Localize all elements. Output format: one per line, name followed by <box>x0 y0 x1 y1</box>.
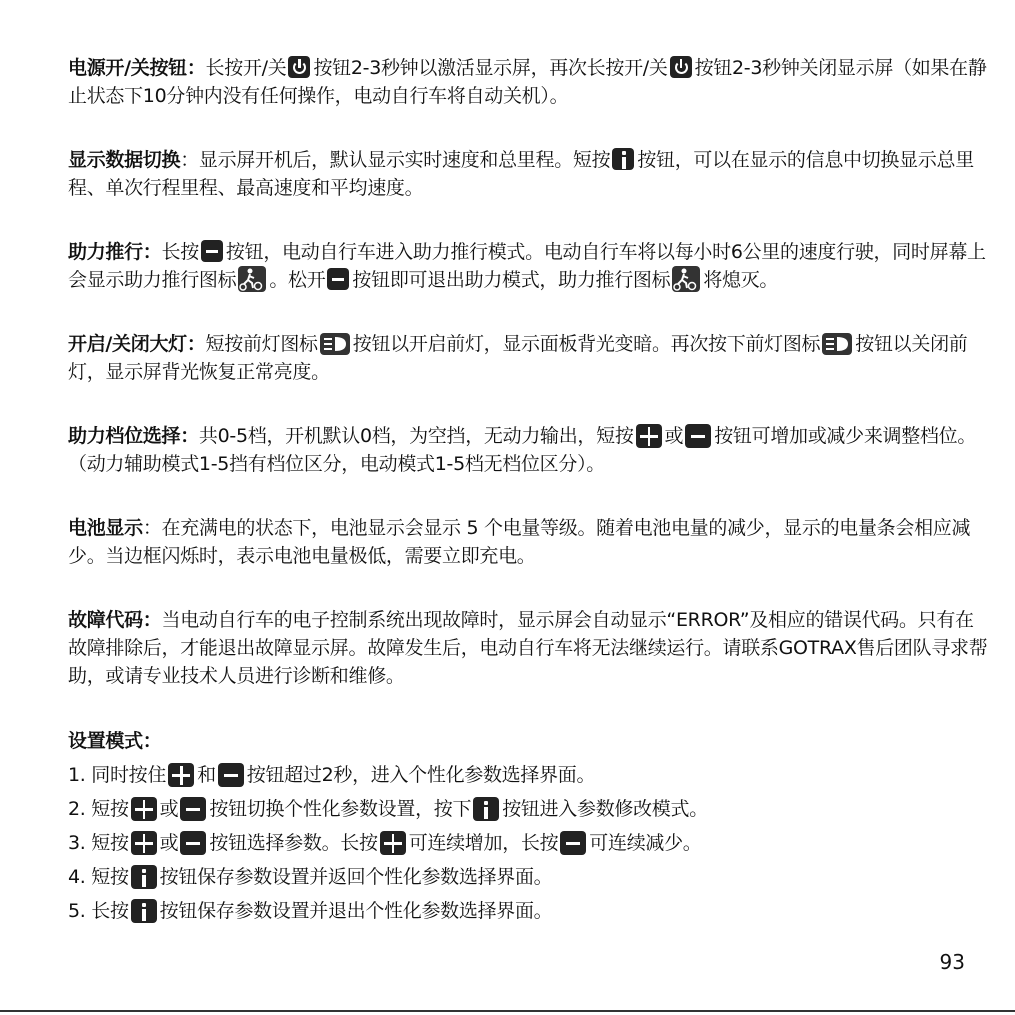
headlight-icon <box>822 333 852 355</box>
power-text-2: 按钮2-3秒钟以激活显示屏，再次长按开/关 <box>313 57 668 79</box>
light-section <box>68 330 988 386</box>
power-icon <box>670 56 692 78</box>
walk-text-5: 将熄灭。 <box>703 269 779 291</box>
step-text: 按钮超过2秒，进入个性化参数选择界面。 <box>246 764 596 786</box>
plus-icon <box>131 831 157 855</box>
info-icon <box>473 797 499 821</box>
display-section <box>68 146 988 202</box>
walk-assist-icon <box>672 266 700 292</box>
plus-icon <box>168 763 194 787</box>
gear-title: 助力档位选择： <box>68 425 199 447</box>
settings-title-text: 设置模式： <box>68 730 162 752</box>
walk-text-4: 按钮即可退出助力模式，助力推行图标 <box>352 269 671 291</box>
step-text: 按钮保存参数设置并返回个性化参数选择界面。 <box>159 866 553 888</box>
page-number: 93 <box>939 950 965 974</box>
walk-assist-icon <box>238 266 266 292</box>
minus-icon <box>180 797 206 821</box>
settings-step-5 <box>68 894 988 928</box>
power-text-1: 长按开/关 <box>205 57 287 79</box>
walk-section <box>68 238 988 294</box>
step-text: 1. 同时按住 <box>68 764 167 786</box>
bottom-rule <box>0 1010 1015 1012</box>
gear-section <box>68 422 988 478</box>
walk-text-2: 按钮，电动自行车进入助力推行模式。电动自行车将以每小时6公里的速度行驶，同时屏幕上会显示助力推行图标 <box>68 241 986 291</box>
settings-step-2 <box>68 792 988 826</box>
settings-step-1 <box>68 758 988 792</box>
power-section <box>68 54 988 110</box>
minus-icon <box>560 831 586 855</box>
step-text: 或 <box>159 798 179 820</box>
error-section <box>68 606 988 690</box>
settings-section <box>68 724 988 928</box>
plus-icon <box>380 831 406 855</box>
step-text: 3. 短按 <box>68 832 129 854</box>
light-title: 开启/关闭大灯： <box>68 333 206 355</box>
info-icon <box>612 148 634 170</box>
step-text: 按钮选择参数。长按 <box>209 832 378 854</box>
walk-text-3: 。松开 <box>269 269 326 291</box>
display-title: 显示数据切换 <box>68 149 181 171</box>
light-text-1: 短按前灯图标 <box>205 333 318 355</box>
battery-section <box>68 514 988 570</box>
step-text: 按钮切换个性化参数设置，按下 <box>209 798 472 820</box>
step-text: 4. 短按 <box>68 866 129 888</box>
display-text-1: ：显示屏开机后，默认显示实时速度和总里程。短按 <box>180 149 611 171</box>
settings-title <box>68 724 988 758</box>
headlight-icon <box>320 333 350 355</box>
info-icon <box>131 899 157 923</box>
manual-page <box>68 54 988 928</box>
walk-text-1: 长按 <box>161 241 199 263</box>
step-text: 和 <box>197 764 216 786</box>
power-icon <box>288 56 310 78</box>
step-text: 按钮保存参数设置并退出个性化参数选择界面。 <box>159 900 553 922</box>
step-text: 可连续减少。 <box>589 832 702 854</box>
power-title: 电源开/关按钮： <box>68 57 206 79</box>
display-text-2: 按钮，可以在显示的信息中切换显示总里程、单次行程里程、最高速度和平均速度。 <box>68 149 974 199</box>
light-text-2: 按钮以开启前灯，显示面板背光变暗。再次按下前灯图标 <box>352 333 821 355</box>
step-text: 可连续增加，长按 <box>408 832 559 854</box>
minus-icon <box>201 240 223 262</box>
step-text: 或 <box>159 832 179 854</box>
plus-icon <box>131 797 157 821</box>
info-icon <box>131 865 157 889</box>
step-text: 5. 长按 <box>68 900 129 922</box>
light-text-3: 按钮以关闭前灯，显示屏背光恢复正常亮度。 <box>68 333 968 383</box>
gear-text-3: 按钮可增加或减少来调整档位。（动力辅助模式1-5挡有档位区分，电动模式1-5档无档位区分）。 <box>68 425 977 475</box>
battery-title: 电池显示 <box>68 517 143 539</box>
minus-icon <box>218 763 244 787</box>
gear-text-1: 共0-5档，开机默认0档，为空挡，无动力输出，短按 <box>198 425 634 447</box>
plus-icon <box>636 424 662 448</box>
settings-step-3 <box>68 826 988 860</box>
power-text-3: 按钮2-3秒钟关闭显示屏（如果在静止状态下10分钟内没有任何操作，电动自行车将自动关机）。 <box>68 57 987 107</box>
settings-step-4 <box>68 860 988 894</box>
minus-icon <box>180 831 206 855</box>
error-title: 故障代码： <box>68 609 162 631</box>
battery-text-1: ：在充满电的状态下，电池显示会显示 5 个电量等级。随着电池电量的减少，显示的电量条会相应减少。当边框闪烁时，表示电池电量极低，需要立即充电。 <box>68 517 971 567</box>
gear-text-2: 或 <box>664 425 684 447</box>
step-text: 按钮进入参数修改模式。 <box>502 798 708 820</box>
minus-icon <box>685 424 711 448</box>
error-text-1: 当电动自行车的电子控制系统出现故障时，显示屏会自动显示“ERROR”及相应的错误代码。只有在故障排除后，才能退出故障显示屏。故障发生后，电动自行车将无法继续运行。请联系GOTRAX售后团队寻求帮助，或请专业技术人员进行诊断和维修。 <box>68 609 988 687</box>
step-text: 2. 短按 <box>68 798 129 820</box>
minus-icon <box>327 268 349 290</box>
walk-title: 助力推行： <box>68 241 162 263</box>
